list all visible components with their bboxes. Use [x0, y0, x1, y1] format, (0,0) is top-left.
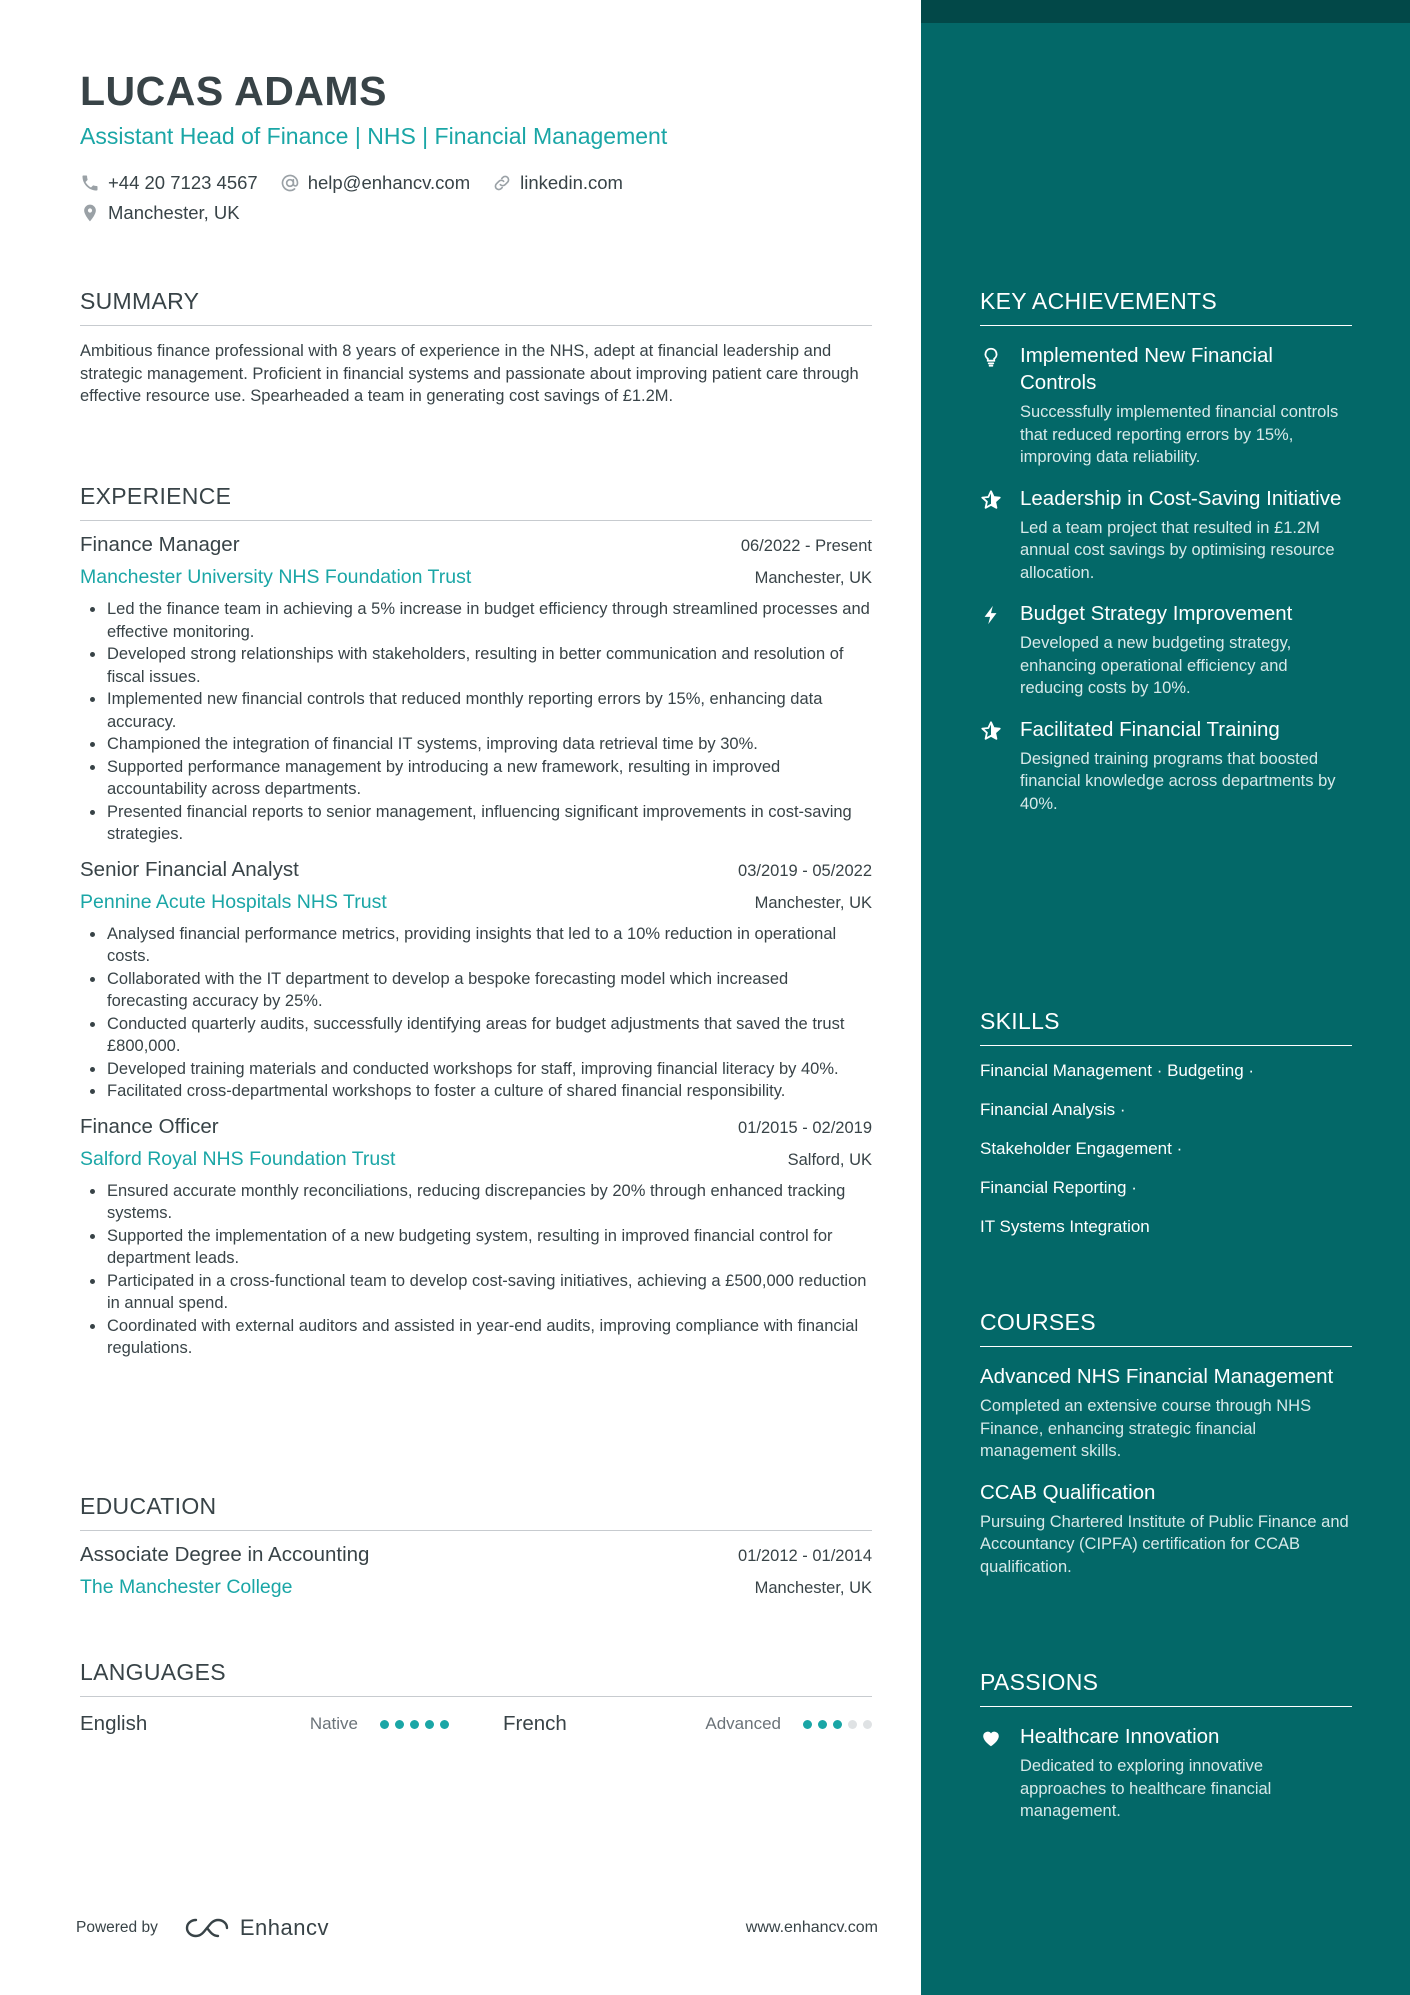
- contact-email[interactable]: [280, 172, 470, 194]
- website-link[interactable]: www.enhancv.com: [745, 1919, 878, 1936]
- sidebar: [921, 0, 1410, 1995]
- skill-item: IT Systems Integration: [980, 1217, 1150, 1236]
- skill-item: Stakeholder Engagement ·: [980, 1139, 1183, 1158]
- achievement-desc: Designed training programs that boosted financial knowledge across departments by 40%.: [1020, 749, 1336, 813]
- achievement-item: [980, 342, 1352, 469]
- job-bullets: [80, 598, 872, 846]
- job-bullets: [80, 923, 872, 1103]
- brand-logo[interactable]: [184, 1915, 329, 1941]
- language-item: [80, 1712, 455, 1736]
- languages-heading: LANGUAGES: [80, 1659, 872, 1697]
- contact-linkedin[interactable]: [492, 172, 623, 194]
- language-name: English: [80, 1712, 148, 1735]
- contact-location: [80, 202, 240, 224]
- job-title: Senior Financial Analyst: [80, 857, 299, 881]
- headline: Assistant Head of Finance | NHS | Financial Management: [80, 123, 668, 149]
- achievement-body: [1020, 485, 1352, 585]
- achievement-item: [980, 485, 1352, 585]
- job-subheader: [80, 566, 872, 596]
- job-dates: 03/2019 - 05/2022: [738, 861, 872, 880]
- powered-label: Powered by: [76, 1919, 158, 1936]
- summary-heading: SUMMARY: [80, 288, 872, 326]
- achievement-title: Budget Strategy Improvement: [1020, 602, 1293, 625]
- course-title: Advanced NHS Financial Management: [980, 1365, 1334, 1388]
- courses-heading: COURSES: [980, 1309, 1352, 1347]
- skill-list: [980, 1051, 1352, 1246]
- course-desc: Completed an extensive course through NHS Finance, enhancing strategic financial management skills.: [980, 1397, 1312, 1460]
- skill-item: Financial Management · Budgeting ·: [980, 1061, 1255, 1080]
- achievement-desc: Developed a new budgeting strategy, enhancing operational efficiency and reducing costs by 10%.: [1020, 634, 1292, 697]
- course-desc: Pursuing Chartered Institute of Public Finance and Accountancy (CIPFA) certification for CCAB qualification.: [980, 1512, 1349, 1576]
- experience-section: [80, 483, 872, 1360]
- achievements-section: [980, 288, 1352, 815]
- language-rating: [803, 1720, 878, 1729]
- achievement-desc: Successfully implemented financial controls that reduced reporting errors by 15%, improving data reliability.: [1020, 403, 1339, 466]
- achievement-body: [1020, 342, 1352, 469]
- course-title: CCAB Qualification: [980, 1480, 1156, 1504]
- at-icon: [280, 173, 300, 193]
- passion-list: [980, 1723, 1352, 1823]
- job-header: [80, 533, 872, 563]
- passions-heading: PASSIONS: [980, 1669, 1352, 1707]
- bullet-item: Championed the integration of financial IT systems, improving data retrieval time by 30%.: [80, 733, 872, 756]
- rating-dot: [395, 1720, 404, 1729]
- rating-dot: [410, 1720, 419, 1729]
- passion-title: Healthcare Innovation: [1020, 1725, 1220, 1748]
- passions-section: [980, 1669, 1352, 1823]
- school-name: The Manchester College: [80, 1576, 293, 1598]
- course-item: [980, 1363, 1352, 1463]
- job-entry: [80, 858, 872, 1103]
- job-title: Finance Officer: [80, 1114, 219, 1138]
- education-section: [80, 1493, 872, 1606]
- heart-icon: [980, 1723, 1020, 1823]
- bullet-item: Collaborated with the IT department to develop a bespoke forecasting model which increased forecasting accuracy by 25%.: [80, 968, 872, 1013]
- education-entry: [80, 1543, 872, 1606]
- job-header: [80, 1115, 872, 1145]
- rating-dot: [803, 1720, 812, 1729]
- summary-text: Ambitious finance professional with 8 years of experience in the NHS, adept at financial leadership and strategic management. Proficient in financial systems and passionate about improving patient care through effective resource use. Spearheaded a team in generating cost savings of £1.2M.: [80, 342, 859, 405]
- achievement-title: Facilitated Financial Training: [1020, 717, 1280, 741]
- star-icon: [980, 716, 1020, 816]
- job-location: Manchester, UK: [754, 893, 872, 912]
- bullet-item: Coordinated with external auditors and assisted in year-end audits, improving compliance with financial regulations.: [80, 1315, 872, 1360]
- contact-phone[interactable]: [80, 172, 258, 194]
- job-dates: 01/2015 - 02/2019: [738, 1118, 872, 1137]
- bullet-item: Developed strong relationships with stakeholders, resulting in better communication and resolution of fiscal issues.: [80, 643, 872, 688]
- rating-dot: [848, 1720, 857, 1729]
- language-rating: [380, 1720, 455, 1729]
- bullet-item: Analysed financial performance metrics, providing insights that led to a 10% reduction in operational costs.: [80, 923, 872, 968]
- bullet-item: Supported performance management by introducing a new framework, resulting in improved accountability across departments.: [80, 756, 872, 801]
- achievement-body: [1020, 716, 1352, 816]
- bullet-item: Developed training materials and conducted workshops for staff, improving financial literacy by 40%.: [80, 1058, 872, 1081]
- achievement-body: [1020, 600, 1352, 700]
- education-location: Manchester, UK: [754, 1579, 872, 1597]
- star-icon: [980, 485, 1020, 585]
- bullet-item: Presented financial reports to senior management, influencing significant improvements in cost-saving strategies.: [80, 801, 872, 846]
- linkedin-text: linkedin.com: [520, 172, 623, 193]
- powered-by: [76, 1915, 329, 1941]
- job-header: [80, 858, 872, 888]
- job-entry: [80, 1115, 872, 1360]
- achievements-heading: KEY ACHIEVEMENTS: [980, 288, 1352, 326]
- passion-body: [1020, 1723, 1352, 1823]
- skills-heading: SKILLS: [980, 1008, 1352, 1046]
- achievement-item: [980, 600, 1352, 700]
- email-text: help@enhancv.com: [307, 172, 471, 193]
- achievement-item: [980, 716, 1352, 816]
- phone-icon: [80, 173, 100, 193]
- passion-item: [980, 1723, 1352, 1823]
- skill-item: Financial Analysis ·: [980, 1100, 1126, 1119]
- language-name: French: [503, 1712, 567, 1735]
- education-dates: 01/2012 - 01/2014: [738, 1547, 872, 1565]
- link-icon: [492, 173, 512, 193]
- rating-dot: [863, 1720, 872, 1729]
- course-list: [980, 1363, 1352, 1578]
- bullet-item: Supported the implementation of a new budgeting system, resulting in improved financial control for department leads.: [80, 1225, 872, 1270]
- candidate-name: LUCAS ADAMS: [80, 68, 387, 114]
- location-text: Manchester, UK: [108, 202, 240, 223]
- language-item: [503, 1712, 878, 1736]
- job-bullets: [80, 1180, 872, 1360]
- sidebar-top-band: [921, 0, 1410, 23]
- bullet-item: Participated in a cross-functional team to develop cost-saving initiatives, achieving a £500,000 reduction in annual spend.: [80, 1270, 872, 1315]
- rating-dot: [818, 1720, 827, 1729]
- lightbulb-icon: [980, 342, 1020, 469]
- contact-info: [80, 170, 872, 230]
- achievement-list: [980, 342, 1352, 815]
- job-location: Salford, UK: [787, 1150, 872, 1169]
- language-level: Native: [309, 1714, 358, 1733]
- rating-dot: [440, 1720, 449, 1729]
- rating-dot: [833, 1720, 842, 1729]
- rating-dot: [380, 1720, 389, 1729]
- courses-section: [980, 1309, 1352, 1578]
- phone-text: +44 20 7123 4567: [108, 172, 258, 193]
- experience-heading: EXPERIENCE: [80, 483, 872, 521]
- languages-section: [80, 1659, 872, 1739]
- footer: [76, 1915, 878, 1941]
- job-company: Pennine Acute Hospitals NHS Trust: [80, 890, 387, 913]
- skills-section: [980, 1008, 1352, 1246]
- summary-section: [80, 288, 872, 408]
- achievement-title: Implemented New Financial Controls: [1020, 344, 1273, 394]
- brand-name: Enhancv: [239, 1915, 329, 1940]
- education-heading: EDUCATION: [80, 1493, 872, 1531]
- job-entry: [80, 533, 872, 846]
- bullet-item: Implemented new financial controls that reduced monthly reporting errors by 15%, enhancing data accuracy.: [80, 688, 872, 733]
- achievement-title: Leadership in Cost-Saving Initiative: [1020, 486, 1342, 510]
- job-subheader: [80, 891, 872, 921]
- bullet-item: Led the finance team in achieving a 5% increase in budget efficiency through streamlined processes and effective monitoring.: [80, 598, 872, 643]
- course-item: [980, 1479, 1352, 1579]
- bullet-item: Facilitated cross-departmental workshops to foster a culture of shared financial responsibility.: [80, 1080, 872, 1103]
- job-company: Manchester University NHS Foundation Trust: [80, 566, 472, 588]
- degree-title: Associate Degree in Accounting: [80, 1543, 370, 1566]
- location-pin-icon: [80, 203, 100, 223]
- job-dates: 06/2022 - Present: [740, 537, 872, 555]
- language-level: Advanced: [705, 1714, 781, 1733]
- passion-desc: Dedicated to exploring innovative approaches to healthcare financial management.: [1020, 1757, 1272, 1820]
- lightning-icon: [980, 600, 1020, 700]
- job-location: Manchester, UK: [754, 569, 872, 587]
- language-list: [80, 1709, 872, 1739]
- job-title: Finance Manager: [80, 533, 240, 556]
- skill-item: Financial Reporting ·: [980, 1178, 1137, 1197]
- rating-dot: [425, 1720, 434, 1729]
- bullet-item: Conducted quarterly audits, successfully identifying areas for budget adjustments that saved the trust £800,000.: [80, 1013, 872, 1058]
- job-company: Salford Royal NHS Foundation Trust: [80, 1147, 396, 1170]
- bullet-item: Ensured accurate monthly reconciliations, reducing discrepancies by 20% through enhanced tracking systems.: [80, 1180, 872, 1225]
- achievement-desc: Led a team project that resulted in £1.2M annual cost savings by optimising resource allocation.: [1020, 518, 1335, 582]
- job-list: [80, 533, 872, 1360]
- enhancv-logo-icon: [184, 1916, 230, 1940]
- job-subheader: [80, 1148, 872, 1178]
